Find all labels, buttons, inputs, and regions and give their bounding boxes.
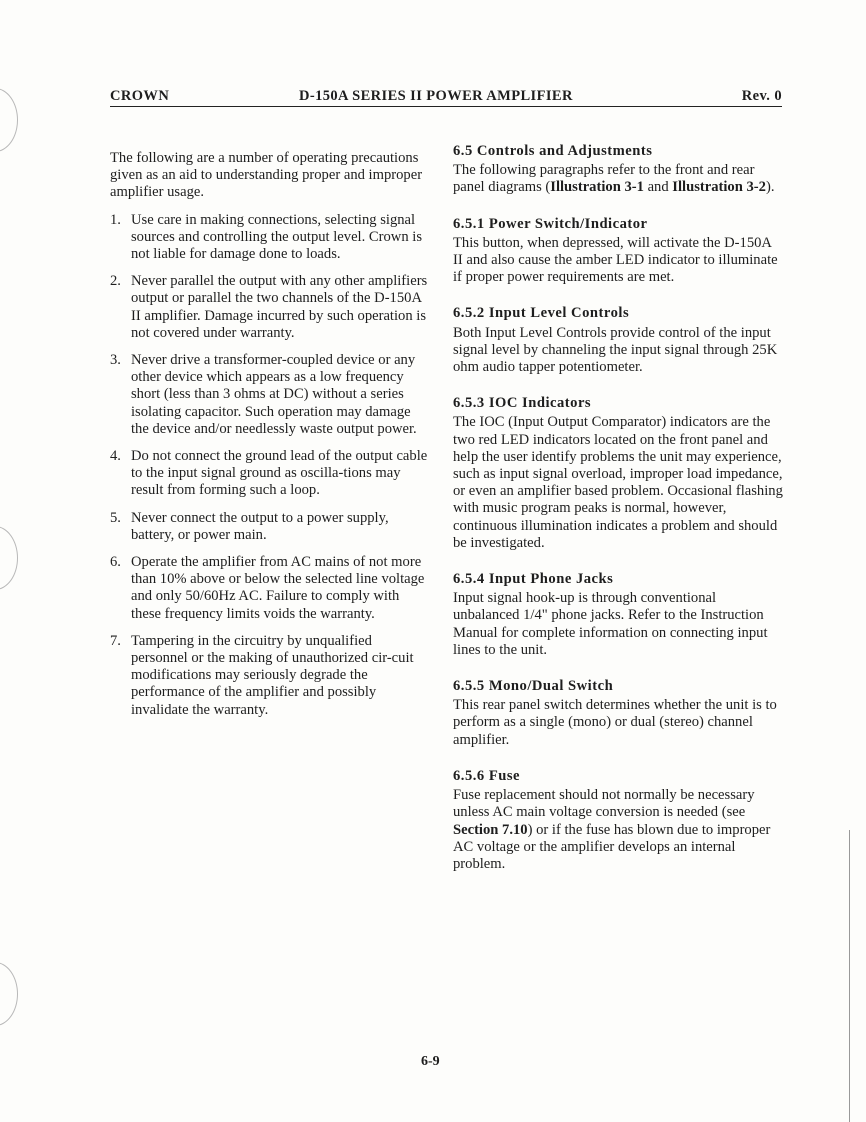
precautions-list bbox=[110, 212, 432, 719]
header-title: D-150A SERIES II POWER AMPLIFIER bbox=[299, 88, 573, 104]
section-heading: 6.5.5 Mono/Dual Switch bbox=[453, 678, 614, 695]
body-text: Fuse replacement should not normally be necessary unless AC main voltage conversion is needed (see bbox=[453, 787, 755, 821]
item-number: 3. bbox=[110, 352, 121, 369]
list-item bbox=[110, 212, 432, 264]
header-brand: CROWN bbox=[110, 88, 170, 104]
section-6-5-2 bbox=[453, 305, 783, 376]
item-number: 7. bbox=[110, 632, 121, 649]
section-body bbox=[453, 787, 783, 873]
item-number: 5. bbox=[110, 509, 121, 526]
item-text: Operate the amplifier from AC mains of not more than 10% above or below the selected line voltage and only 50/60Hz AC. Failure to comply with these frequency limits voids the warranty. bbox=[131, 554, 425, 622]
body-text: ) or if the fuse has blown due to improper AC voltage or the amplifier develops an internal problem. bbox=[453, 821, 771, 872]
list-item bbox=[110, 510, 432, 544]
page-number: 6-9 bbox=[421, 1054, 440, 1069]
section-6-5-4 bbox=[453, 571, 783, 659]
section-6-5-3 bbox=[453, 395, 783, 552]
section-body bbox=[453, 162, 783, 196]
item-number: 6. bbox=[110, 554, 121, 571]
section-body: Input signal hook-up is through conventional unbalanced 1/4" phone jacks. Refer to the Instruction Manual for complete information on connecting input lines to the unit. bbox=[453, 590, 768, 658]
section-heading: 6.5.6 Fuse bbox=[453, 767, 521, 784]
section-heading: 6.5.1 Power Switch/Indicator bbox=[453, 215, 648, 232]
body-text: and bbox=[643, 179, 673, 196]
page-header bbox=[110, 88, 782, 107]
binder-hole-middle bbox=[0, 526, 18, 590]
header-revision: Rev. 0 bbox=[741, 88, 782, 104]
section-6-5-1 bbox=[453, 216, 783, 287]
list-item bbox=[110, 352, 432, 438]
section-6-5-6 bbox=[453, 768, 783, 873]
page-edge-line bbox=[849, 830, 850, 1122]
body-text: The following paragraphs refer to the front and rear panel diagrams ( bbox=[453, 162, 755, 196]
section-heading: 6.5.4 Input Phone Jacks bbox=[453, 571, 614, 588]
list-item bbox=[110, 448, 432, 500]
illustration-ref: Illustration 3-1 bbox=[550, 179, 644, 196]
section-body: The IOC (Input Output Comparator) indicators are the two red LED indicators located on the front panel and help the user identify problems the unit may experience, such as input signal overload, improper load impedance, or even an amplifier based problem. Occasional flashing with music program peaks is normal, however, continuous illumination indicates a problem and should be investigated. bbox=[453, 414, 783, 551]
section-heading: 6.5.2 Input Level Controls bbox=[453, 305, 630, 322]
list-item bbox=[110, 273, 432, 342]
item-text: Tampering in the circuitry by unqualified personnel or the making of unauthorized cir-cuit modifications may seriously degrade the performance of the amplifier and possibly invalidate the warranty. bbox=[131, 632, 414, 718]
precautions-intro: The following are a number of operating precautions given as an aid to understanding proper and improper amplifier usage. bbox=[110, 150, 423, 201]
section-body: Both Input Level Controls provide control of the input signal level by channeling the input signal through 25K ohm audio tapper potentiometer. bbox=[453, 324, 778, 376]
item-number: 4. bbox=[110, 448, 121, 465]
section-ref: Section 7.10 bbox=[453, 821, 528, 838]
section-6-5 bbox=[453, 143, 783, 197]
section-heading: 6.5 Controls and Adjustments bbox=[453, 143, 653, 159]
item-text: Never parallel the output with any other amplifiers output or parallel the two channels of the D-150A II amplifier. Damage incurred by such operation is not covered under warranty. bbox=[131, 273, 428, 341]
binder-hole-top bbox=[0, 88, 18, 152]
item-text: Never drive a transformer-coupled device or any other device which appears as a low frequency short (less than 3 ohms at DC) without a series isolating capacitor. Such operation may damage the device and/or needlessly waste output power. bbox=[131, 352, 417, 437]
section-heading: 6.5.3 IOC Indicators bbox=[453, 395, 592, 412]
item-text: Do not connect the ground lead of the output cable to the input signal ground as oscilla-tions may result from forming such a loop. bbox=[131, 448, 428, 499]
item-number: 2. bbox=[110, 273, 121, 290]
binder-hole-bottom bbox=[0, 962, 18, 1026]
list-item bbox=[110, 633, 432, 719]
section-body: This button, when depressed, will activate the D-150A II and also cause the amber LED indicator to illuminate if proper power requirements are met. bbox=[453, 234, 778, 286]
right-column bbox=[453, 143, 783, 892]
left-column bbox=[110, 150, 432, 719]
item-number: 1. bbox=[110, 211, 121, 228]
item-text: Use care in making connections, selecting signal sources and controlling the output level. Crown is not liable for damage done to loads. bbox=[131, 211, 423, 263]
list-item bbox=[110, 554, 432, 623]
item-text: Never connect the output to a power supply, battery, or power main. bbox=[131, 509, 389, 543]
section-body: This rear panel switch determines whether the unit is to perform as a single (mono) or dual (stereo) channel amplifier. bbox=[453, 697, 777, 748]
illustration-ref: Illustration 3-2 bbox=[672, 179, 766, 196]
section-6-5-5 bbox=[453, 678, 783, 749]
body-text: ). bbox=[765, 179, 775, 196]
